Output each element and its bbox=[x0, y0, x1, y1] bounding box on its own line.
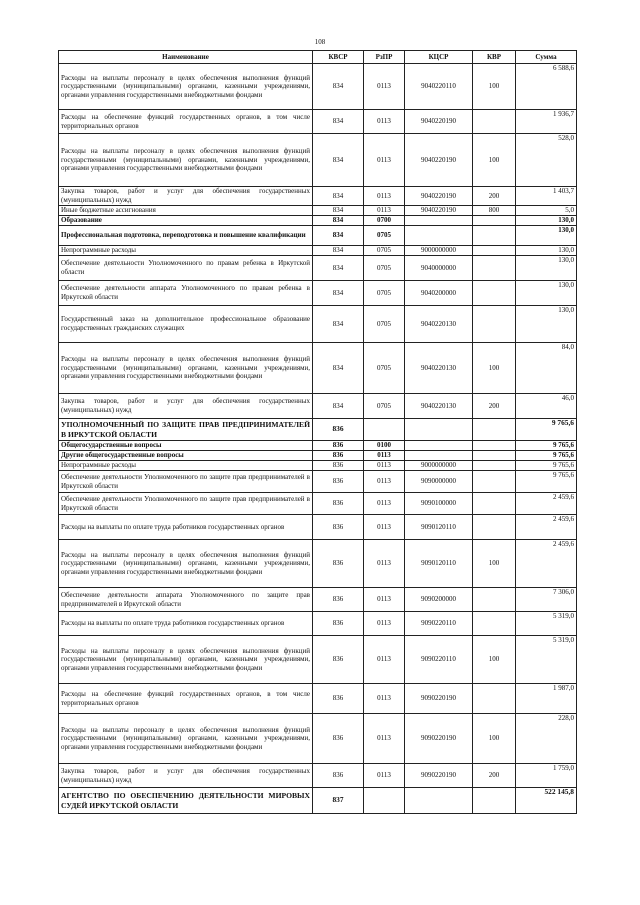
table-row bbox=[59, 471, 577, 493]
cell-kvsr: 837 bbox=[313, 788, 364, 814]
cell-kvsr: 836 bbox=[313, 493, 364, 515]
cell-name: Расходы на выплаты персоналу в целях обеспечения выполнения функций государственными (муниципальными) органами, казенными учреждениями, органами управления государственными внебюджетными фондами bbox=[59, 64, 313, 110]
cell-sum: 2 459,6 bbox=[516, 493, 577, 515]
cell-name: Закупка товаров, работ и услуг для обеспечения государственных (муниципальных) нужд bbox=[59, 187, 313, 206]
cell-kcsr: 9090220190 bbox=[405, 764, 473, 788]
table-row bbox=[59, 187, 577, 206]
table-row bbox=[59, 110, 577, 134]
table-row bbox=[59, 206, 577, 216]
cell-sum: 9 765,6 bbox=[516, 419, 577, 441]
cell-kcsr: 9040220190 bbox=[405, 187, 473, 206]
cell-kvsr: 836 bbox=[313, 471, 364, 493]
table-row bbox=[59, 636, 577, 684]
cell-kvr: 100 bbox=[473, 64, 516, 110]
cell-kvr bbox=[473, 788, 516, 814]
cell-kvr: 200 bbox=[473, 764, 516, 788]
cell-kcsr: 9090220110 bbox=[405, 636, 473, 684]
budget-table bbox=[58, 50, 577, 814]
cell-kcsr bbox=[405, 216, 473, 226]
cell-name: Расходы на обеспечение функций государственных органов, в том числе территориальных органов bbox=[59, 684, 313, 714]
cell-sum: 130,0 bbox=[516, 246, 577, 256]
cell-name: Расходы на выплаты персоналу в целях обеспечения выполнения функций государственными (муниципальными) органами, казенными учреждениями, органами управления государственными внебюджетными фондами bbox=[59, 714, 313, 764]
cell-kvsr: 834 bbox=[313, 134, 364, 187]
cell-kvr bbox=[473, 306, 516, 343]
cell-rzpr: 0113 bbox=[364, 540, 405, 588]
cell-rzpr: 0113 bbox=[364, 636, 405, 684]
header-kvsr: КВСР bbox=[313, 51, 364, 64]
cell-kcsr: 9090220110 bbox=[405, 612, 473, 636]
cell-sum: 9 765,6 bbox=[516, 461, 577, 471]
cell-rzpr: 0113 bbox=[364, 206, 405, 216]
cell-kcsr: 9090100000 bbox=[405, 493, 473, 515]
cell-kvr bbox=[473, 419, 516, 441]
cell-kcsr: 9040200000 bbox=[405, 281, 473, 306]
cell-sum: 9 765,6 bbox=[516, 441, 577, 451]
cell-rzpr: 0705 bbox=[364, 226, 405, 246]
cell-kvr bbox=[473, 226, 516, 246]
cell-kvr bbox=[473, 441, 516, 451]
table-row bbox=[59, 64, 577, 110]
cell-kvr bbox=[473, 515, 516, 540]
cell-rzpr: 0113 bbox=[364, 764, 405, 788]
cell-kcsr: 9040000000 bbox=[405, 256, 473, 281]
cell-kvr bbox=[473, 493, 516, 515]
cell-sum: 5 319,0 bbox=[516, 612, 577, 636]
cell-kvsr: 834 bbox=[313, 343, 364, 394]
cell-sum: 1 759,0 bbox=[516, 764, 577, 788]
cell-kcsr: 9040220130 bbox=[405, 394, 473, 419]
cell-kvr: 100 bbox=[473, 636, 516, 684]
cell-kvr: 100 bbox=[473, 343, 516, 394]
cell-kvr bbox=[473, 110, 516, 134]
cell-name: Обеспечение деятельности Уполномоченного по защите прав предпринимателей в Иркутской области bbox=[59, 471, 313, 493]
table-row bbox=[59, 540, 577, 588]
cell-kcsr: 9040220130 bbox=[405, 343, 473, 394]
cell-name: Профессиональная подготовка, переподготовка и повышение квалификации bbox=[59, 226, 313, 246]
cell-name: Расходы на выплаты персоналу в целях обеспечения выполнения функций государственными (муниципальными) органами, казенными учреждениями, органами управления государственными внебюджетными фондами bbox=[59, 636, 313, 684]
cell-kvr: 100 bbox=[473, 540, 516, 588]
cell-name: Расходы на выплаты персоналу в целях обеспечения выполнения функций государственными (муниципальными) органами, казенными учреждениями, органами управления государственными внебюджетными фондами bbox=[59, 343, 313, 394]
cell-kcsr: 9090200000 bbox=[405, 588, 473, 612]
cell-kvr bbox=[473, 281, 516, 306]
table-row bbox=[59, 394, 577, 419]
cell-sum: 5 319,0 bbox=[516, 636, 577, 684]
cell-rzpr: 0113 bbox=[364, 134, 405, 187]
table-row bbox=[59, 788, 577, 814]
table-row bbox=[59, 588, 577, 612]
cell-kcsr: 9040220190 bbox=[405, 134, 473, 187]
cell-rzpr: 0700 bbox=[364, 216, 405, 226]
cell-kvsr: 836 bbox=[313, 588, 364, 612]
cell-kcsr bbox=[405, 788, 473, 814]
cell-kvsr: 834 bbox=[313, 226, 364, 246]
table-row bbox=[59, 256, 577, 281]
cell-rzpr: 0113 bbox=[364, 515, 405, 540]
cell-rzpr: 0113 bbox=[364, 684, 405, 714]
cell-kvsr: 834 bbox=[313, 281, 364, 306]
cell-kcsr: 9000000000 bbox=[405, 246, 473, 256]
cell-name: Обеспечение деятельности аппарата Уполномоченного по защите прав предпринимателей в Иркутской области bbox=[59, 588, 313, 612]
cell-rzpr bbox=[364, 419, 405, 441]
cell-name: Расходы на обеспечение функций государственных органов, в том числе территориальных органов bbox=[59, 110, 313, 134]
cell-kcsr: 9040220110 bbox=[405, 64, 473, 110]
table-row bbox=[59, 515, 577, 540]
cell-kvr: 100 bbox=[473, 714, 516, 764]
cell-kvr: 200 bbox=[473, 187, 516, 206]
cell-kcsr bbox=[405, 226, 473, 246]
cell-kvsr: 834 bbox=[313, 256, 364, 281]
cell-name: Общегосударственные вопросы bbox=[59, 441, 313, 451]
cell-kvr bbox=[473, 256, 516, 281]
cell-kvr bbox=[473, 246, 516, 256]
cell-kcsr: 9090120110 bbox=[405, 515, 473, 540]
cell-kcsr: 9090220190 bbox=[405, 684, 473, 714]
cell-kcsr: 9090120110 bbox=[405, 540, 473, 588]
table-row bbox=[59, 226, 577, 246]
cell-name: Обеспечение деятельности Уполномоченного по правам ребенка в Иркутской области bbox=[59, 256, 313, 281]
cell-rzpr: 0705 bbox=[364, 256, 405, 281]
cell-rzpr: 0113 bbox=[364, 493, 405, 515]
table-row bbox=[59, 612, 577, 636]
header-kvr: КВР bbox=[473, 51, 516, 64]
table-row bbox=[59, 441, 577, 451]
cell-rzpr: 0113 bbox=[364, 451, 405, 461]
cell-kvsr: 834 bbox=[313, 216, 364, 226]
cell-rzpr: 0100 bbox=[364, 441, 405, 451]
cell-rzpr: 0705 bbox=[364, 281, 405, 306]
cell-name: Закупка товаров, работ и услуг для обеспечения государственных (муниципальных) нужд bbox=[59, 394, 313, 419]
cell-sum: 9 765,6 bbox=[516, 471, 577, 493]
cell-kvsr: 836 bbox=[313, 515, 364, 540]
table-row bbox=[59, 343, 577, 394]
cell-rzpr: 0113 bbox=[364, 612, 405, 636]
cell-name: Закупка товаров, работ и услуг для обеспечения государственных (муниципальных) нужд bbox=[59, 764, 313, 788]
header-name: Наименование bbox=[59, 51, 313, 64]
cell-kvsr: 836 bbox=[313, 419, 364, 441]
cell-kcsr: 9000000000 bbox=[405, 461, 473, 471]
cell-kvr: 200 bbox=[473, 394, 516, 419]
cell-rzpr: 0113 bbox=[364, 588, 405, 612]
cell-name: Непрограммные расходы bbox=[59, 461, 313, 471]
cell-sum: 2 459,6 bbox=[516, 515, 577, 540]
cell-kcsr: 9090000000 bbox=[405, 471, 473, 493]
table-row bbox=[59, 493, 577, 515]
cell-kcsr: 9090220190 bbox=[405, 714, 473, 764]
cell-kvr bbox=[473, 588, 516, 612]
cell-sum: 130,0 bbox=[516, 281, 577, 306]
cell-kvsr: 836 bbox=[313, 461, 364, 471]
cell-name: Непрограммные расходы bbox=[59, 246, 313, 256]
cell-sum: 84,0 bbox=[516, 343, 577, 394]
table-row bbox=[59, 451, 577, 461]
cell-kvsr: 836 bbox=[313, 540, 364, 588]
cell-sum: 528,0 bbox=[516, 134, 577, 187]
cell-rzpr: 0705 bbox=[364, 246, 405, 256]
cell-kvsr: 834 bbox=[313, 246, 364, 256]
cell-sum: 5,0 bbox=[516, 206, 577, 216]
cell-sum: 130,0 bbox=[516, 226, 577, 246]
cell-kvr bbox=[473, 471, 516, 493]
table-row bbox=[59, 246, 577, 256]
cell-kvsr: 836 bbox=[313, 636, 364, 684]
cell-name: Расходы на выплаты по оплате труда работников государственных органов bbox=[59, 612, 313, 636]
cell-kcsr bbox=[405, 441, 473, 451]
table-row bbox=[59, 216, 577, 226]
cell-sum: 46,0 bbox=[516, 394, 577, 419]
cell-kvr: 800 bbox=[473, 206, 516, 216]
cell-kvr bbox=[473, 216, 516, 226]
cell-kvr: 100 bbox=[473, 134, 516, 187]
cell-kvsr: 836 bbox=[313, 714, 364, 764]
cell-sum: 130,0 bbox=[516, 306, 577, 343]
table-row bbox=[59, 134, 577, 187]
cell-kvsr: 836 bbox=[313, 451, 364, 461]
cell-kvsr: 836 bbox=[313, 684, 364, 714]
table-row bbox=[59, 764, 577, 788]
table-header-row bbox=[59, 51, 577, 64]
cell-kvsr: 834 bbox=[313, 110, 364, 134]
cell-rzpr: 0113 bbox=[364, 461, 405, 471]
cell-kvsr: 834 bbox=[313, 394, 364, 419]
cell-rzpr bbox=[364, 788, 405, 814]
cell-name: АГЕНТСТВО ПО ОБЕСПЕЧЕНИЮ ДЕЯТЕЛЬНОСТИ МИРОВЫХ СУДЕЙ ИРКУТСКОЙ ОБЛАСТИ bbox=[59, 788, 313, 814]
cell-rzpr: 0705 bbox=[364, 306, 405, 343]
cell-kvsr: 834 bbox=[313, 306, 364, 343]
table-row bbox=[59, 461, 577, 471]
cell-rzpr: 0705 bbox=[364, 394, 405, 419]
cell-kcsr: 9040220130 bbox=[405, 306, 473, 343]
cell-rzpr: 0705 bbox=[364, 343, 405, 394]
cell-sum: 522 145,8 bbox=[516, 788, 577, 814]
cell-kvr bbox=[473, 612, 516, 636]
table-row bbox=[59, 281, 577, 306]
cell-rzpr: 0113 bbox=[364, 471, 405, 493]
cell-kvr bbox=[473, 461, 516, 471]
header-kcsr: КЦСР bbox=[405, 51, 473, 64]
page-number: 108 bbox=[314, 38, 326, 46]
cell-name: УПОЛНОМОЧЕННЫЙ ПО ЗАЩИТЕ ПРАВ ПРЕДПРИНИМАТЕЛЕЙ В ИРКУТСКОЙ ОБЛАСТИ bbox=[59, 419, 313, 441]
cell-rzpr: 0113 bbox=[364, 187, 405, 206]
cell-kvsr: 836 bbox=[313, 441, 364, 451]
cell-kvsr: 836 bbox=[313, 764, 364, 788]
cell-name: Расходы на выплаты по оплате труда работников государственных органов bbox=[59, 515, 313, 540]
cell-rzpr: 0113 bbox=[364, 110, 405, 134]
cell-kvsr: 836 bbox=[313, 612, 364, 636]
table-body bbox=[59, 64, 577, 814]
cell-sum: 7 306,0 bbox=[516, 588, 577, 612]
cell-name: Другие общегосударственные вопросы bbox=[59, 451, 313, 461]
cell-sum: 1 403,7 bbox=[516, 187, 577, 206]
cell-sum: 130,0 bbox=[516, 216, 577, 226]
cell-sum: 1 987,0 bbox=[516, 684, 577, 714]
cell-sum: 130,0 bbox=[516, 256, 577, 281]
cell-sum: 228,0 bbox=[516, 714, 577, 764]
cell-name: Обеспечение деятельности Уполномоченного по защите прав предпринимателей в Иркутской области bbox=[59, 493, 313, 515]
cell-kcsr: 9040220190 bbox=[405, 110, 473, 134]
cell-sum: 2 459,6 bbox=[516, 540, 577, 588]
cell-kcsr bbox=[405, 451, 473, 461]
cell-kvr bbox=[473, 684, 516, 714]
cell-kvsr: 834 bbox=[313, 206, 364, 216]
table-row bbox=[59, 714, 577, 764]
cell-sum: 9 765,6 bbox=[516, 451, 577, 461]
cell-kcsr bbox=[405, 419, 473, 441]
cell-name: Расходы на выплаты персоналу в целях обеспечения выполнения функций государственными (муниципальными) органами, казенными учреждениями, органами управления государственными внебюджетными фондами bbox=[59, 134, 313, 187]
table-row bbox=[59, 306, 577, 343]
cell-name: Иные бюджетные ассигнования bbox=[59, 206, 313, 216]
cell-sum: 6 588,6 bbox=[516, 64, 577, 110]
cell-name: Обеспечение деятельности аппарата Уполномоченного по правам ребенка в Иркутской области bbox=[59, 281, 313, 306]
header-rzpr: РзПР bbox=[364, 51, 405, 64]
cell-kcsr: 9040220190 bbox=[405, 206, 473, 216]
cell-name: Расходы на выплаты персоналу в целях обеспечения выполнения функций государственными (муниципальными) органами, казенными учреждениями, органами управления государственными внебюджетными фондами bbox=[59, 540, 313, 588]
cell-kvsr: 834 bbox=[313, 187, 364, 206]
cell-rzpr: 0113 bbox=[364, 64, 405, 110]
cell-name: Образование bbox=[59, 216, 313, 226]
cell-rzpr: 0113 bbox=[364, 714, 405, 764]
table-row bbox=[59, 684, 577, 714]
header-sum: Сумма bbox=[516, 51, 577, 64]
cell-kvr bbox=[473, 451, 516, 461]
table-row bbox=[59, 419, 577, 441]
cell-sum: 1 936,7 bbox=[516, 110, 577, 134]
cell-name: Государственный заказ на дополнительное профессиональное образование государственных гражданских служащих bbox=[59, 306, 313, 343]
cell-kvsr: 834 bbox=[313, 64, 364, 110]
